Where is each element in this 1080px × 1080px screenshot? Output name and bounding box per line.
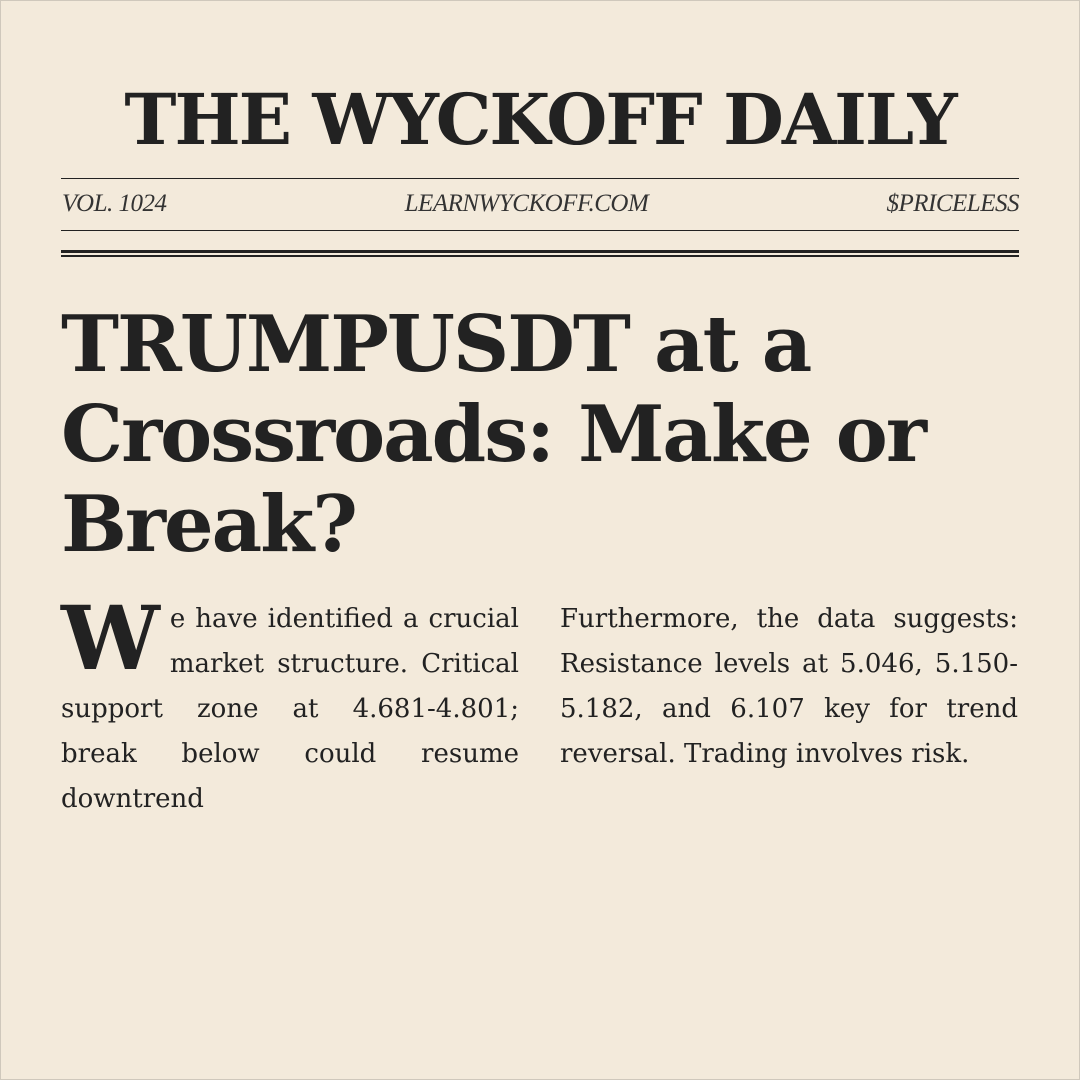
masthead-title: THE WYCKOFF DAILY: [124, 78, 956, 161]
drop-cap: W: [61, 586, 160, 690]
article-column-left: [61, 586, 519, 822]
double-rule-lower: [61, 255, 1019, 257]
site-link[interactable]: LEARNWYCKOFF.COM: [404, 190, 649, 217]
divider-top: [61, 178, 1019, 179]
divider-middle: [61, 230, 1019, 231]
article-headline: TRUMPUSDT at a Crossroads: Make or Break?: [61, 299, 925, 570]
double-rule-upper: [61, 250, 1019, 253]
article-column-right: Furthermore, the data suggests: Resistance levels at 5.046, 5.150-5.182, and 6.107 key for trend reversal. Trading involves risk.: [560, 604, 1018, 769]
masthead-meta-bar: [62, 190, 1019, 218]
volume-label: VOL. 1024: [62, 190, 167, 217]
left-column-text: e have identified a crucial market structure. Critical support zone at 4.681-4.801; break below could resume downtrend: [61, 604, 519, 814]
price-label: $PRICELESS: [886, 190, 1019, 217]
